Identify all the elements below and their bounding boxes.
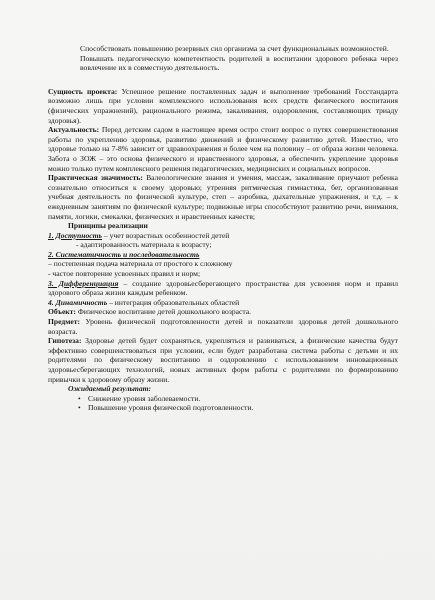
hypothesis-text: Здоровье детей будет сохраняться, укрепляться и развиваться, а физические качества будут эффективно совершенствоваться при условии, если будет разработана система работы с детьми и их родителями по физическому воспитанию и оздоровлению с использованием инновационных здоровьесберегающих технологий, новых активных форм работы с родителями по формированию привычки к здоровому образу жизни. [48,336,398,384]
principle-2-line-2: - частое повторение усвоенных правил и норм; [48,269,201,279]
principle-1-label: 1. Доступность [48,230,103,240]
hypothesis-paragraph [48,336,398,384]
hypothesis-label: Гипотеза: [48,336,82,346]
principle-3 [48,279,398,298]
results-list [48,394,398,413]
principle-2-line-1: – постепенная подача материала от простого к сложному [48,259,233,269]
principle-2-label: 2. Систематичность и последовательность [48,249,200,259]
relevance-text: Перед детским садом в настоящее время остро стоит вопрос о путях совершенствования работы по укреплению здоровья, развитию движений и физическому развитию детей. Известно, что здоровье только на 7-8% зависит от здравоохранения и более чем на половину – от образа жизни человека. Забота о ЗОЖ – это основа физического и нравственного здоровья, а обеспечить укрепление здоровья можно только путем комплексного решения педагогических, медицинских и социальных вопросов. [48,125,398,173]
essence-text: Успешное решение поставленных задач и выполнение требований Госстандарта возможно лишь при условии комплексного использования всех средств физического воспитания (физических упражнений), рационального режима, закаливания, оздоровления, составляющих триаду здоровья). [48,86,398,125]
principle-4 [48,298,398,308]
principles-title: Принципы реализации [68,221,148,231]
subject-paragraph [48,317,398,336]
results-item-1: • Снижение уровня заболеваемости. [78,394,398,404]
intro-line-2: Повышать педагогическую компетентность родителей в воспитании здорового ребенка через вовлечение их в совместную деятельность. [80,53,398,73]
essence-paragraph [48,87,398,125]
principle-3-label: 3. Дифференциация [48,278,119,288]
principle-2 [48,250,398,260]
results-item-2: • Повышение уровня физической подготовленности. [78,403,398,413]
object-label: Объект: [48,307,76,317]
essence-label: Сущность проекта: [48,86,118,96]
principle-1-sub: - адаптированность материала к возрасту; [76,240,212,250]
practical-text: Валеологические знания и умения, массаж, закаливание приучают ребенка сознательно относиться к своему здоровью; утренняя ритмическая гимнастика, бег, организованная учебная деятельность по физической культуре, степ – аэробика, дыхательные упражнения, и т.д. – к ежедневным занятиям по физической культуре; подвижные игры способствуют развитию речи, внимания, памяти, логики, смекалки, физических и нравственных качеств; [48,173,398,221]
practical-label: Практическая значимость: [48,173,143,183]
principle-1 [48,231,398,241]
document-body [48,44,398,413]
intro-block [48,44,398,73]
principle-1-text: – учет возрастных особенностей детей [102,230,230,240]
principle-4-label: 4. Динамичность [48,297,108,307]
subject-text: Уровень физической подготовленности детей и показатели здоровья детей дошкольного возраста. [48,317,398,336]
relevance-label: Актуальность: [48,125,100,135]
relevance-paragraph [48,125,398,173]
results-title: Ожидаемый результат: [68,384,152,394]
object-text: Физическое воспитание детей дошкольного возраста. [75,307,252,317]
principle-3-text: – создание здоровьесберегающего пространства для усвоения норм и правил здорового образа жизни каждым ребенком. [48,278,399,298]
principle-4-text: – интеграция образовательных областей [107,297,240,307]
practical-paragraph [48,173,398,221]
intro-line-1: Способствовать повышению резервных сил организма за счет функциональных возможностей. [80,44,389,53]
subject-label: Предмет: [48,317,81,327]
object-paragraph [48,307,398,317]
